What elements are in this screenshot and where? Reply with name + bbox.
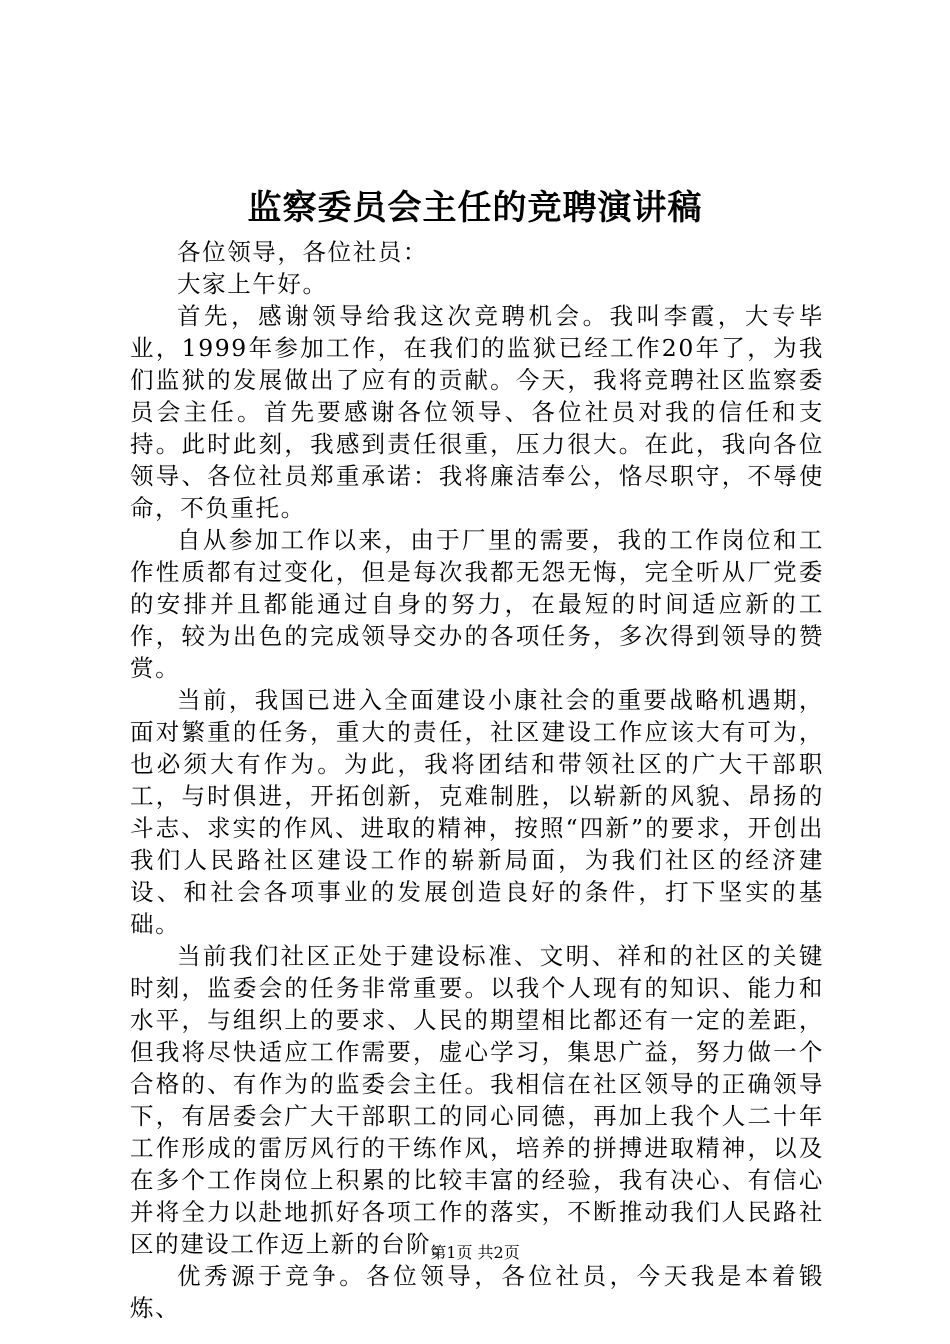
page-footer: 第1页 共2页 — [430, 1243, 520, 1262]
document-body — [130, 236, 824, 1324]
paragraph-commitment: 当前我们社区正处于建设标准、文明、祥和的社区的关键时刻，监委会的任务非常重要。以我个人现有的知识、能力和水平，与组织上的要求、人民的期望相比都还有一定的差距，但我将尽快适应工作需要，虚心学习，集思广益，努力做一个合格的、有作为的监委会主任。我相信在社区领导的正确领导下，有居委会广大干部职工的同心同德，再加上我个人二十年工作形成的雷厉风行的干练作风，培养的拼搏进取精神，以及在多个工作岗位上积累的比较丰富的经验，我有决心、有信心并将全力以赴地抓好各项工作的落实，不断推动我们人民路社区的建设工作迈上新的台阶。 — [130, 942, 824, 1258]
paragraph-salutation: 大家上午好。 — [177, 270, 328, 298]
paragraph-work-history: 自从参加工作以来，由于厂里的需要，我的工作岗位和工作性质都有过变化，但是每次我都无怨无悔，完全听从厂党委的安排并且都能通过自身的努力，在最短的时间适应新的工作，较为出色的完成领导交办的各项任务，多次得到领导的赞赏。 — [130, 526, 824, 682]
paragraph-current-situation: 当前，我国已进入全面建设小康社会的重要战略机遇期，面对繁重的任务，重大的责任，社区建设工作应该大有可为，也必须大有作为。为此，我将团结和带领社区的广大干部职工，与时俱进，开拓创新，克难制胜，以崭新的风貌、昂扬的斗志、求实的作风、进取的精神，按照“四新”的要求，开创出我们人民路社区建设工作的崭新局面，为我们社区的经济建设、和社会各项事业的发展创造良好的条件，打下坚实的基础。 — [130, 686, 824, 938]
paragraph-closing: 优秀源于竞争。各位领导，各位社员，今天我是本着锻炼、 — [130, 1262, 824, 1322]
paragraph-introduction: 首先，感谢领导给我这次竞聘机会。我叫李霞，大专毕业，1999年参加工作，在我们的监狱已经工作20年了，为我们监狱的发展做出了应有的贡献。今天，我将竞聘社区监察委员会主任。首先要感谢各位领导、各位社员对我的信任和支持。此时此刻，我感到责任很重，压力很大。在此，我向各位领导、各位社员郑重承诺：我将廉洁奉公，恪尽职守，不辱使命，不负重托。 — [130, 302, 824, 522]
paragraph-greeting: 各位领导，各位社员： — [177, 238, 428, 266]
document-title: 监察委员会主任的竞聘演讲稿 — [247, 188, 703, 228]
